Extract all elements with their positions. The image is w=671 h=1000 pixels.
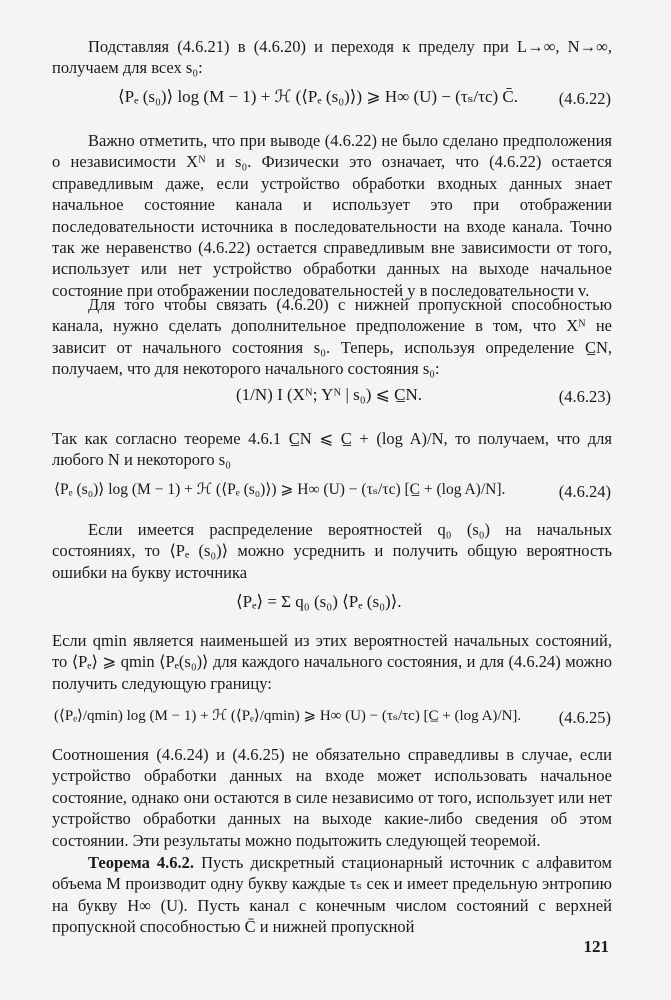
- theorem-4-6-2: [52, 852, 612, 938]
- equation-4-6-23: (1/N) I (Xᴺ; Yᴺ | s₀) ⩽ C̲N.: [236, 385, 422, 404]
- paragraph-2: Важно отметить, что при выводе (4.6.22) не было сделано предположения о независимости Xᴺ и s₀. Физически это означает, что (4.6.22) остается справедливым даже, если устройство обработки входных данных знает начальное состояние канала и использует это при отображении последовательности источника в последовательности на входе канала. Точно так же неравенство (4.6.22) остается справедливым вне зависимости от того, использует или нет устройство обработки данных на выходе начальное состояние при отображении последовательностей y в последовательности v.: [52, 131, 612, 300]
- paragraph-1: Подставляя (4.6.21) в (4.6.20) и переходя к пределу при L→∞, N→∞, получаем для всех s₀:: [52, 37, 612, 78]
- page-number: 121: [583, 937, 609, 956]
- paragraph-3: Для того чтобы связать (4.6.20) с нижней пропускной способностью канала, нужно сделать дополнительное предположение в том, что Xᴺ не зависит от начального состояния s₀. Теперь, используя определение C̲N, получаем, что для некоторого начального состояния s₀:: [52, 295, 612, 379]
- equation-4-6-24: ⟨Pₑ (s₀)⟩ log (M − 1) + ℋ (⟨Pₑ (s₀)⟩) ⩾ H∞ (U) − (τₛ/τc) [C̲ + (log A)/N].: [54, 481, 506, 498]
- paragraph-6: Если qmin является наименьшей из этих вероятностей начальных состояний, то ⟨Pₑ⟩ ⩾ qmin ⟨Pₑ(s₀)⟩ для каждого начального состояния, и для (4.6.24) можно получить следующую границу:: [52, 631, 612, 693]
- paragraph-7: Соотношения (4.6.24) и (4.6.25) не обязательно справедливы в случае, если устройство обработки данных на входе может использовать начальное состояние, однако они остаются в силе независимо от того, использует или нет устройство обработки данных на выходе какие-либо сведения об этом состоянии. Эти результаты можно подытожить следующей теоремой.: [52, 745, 612, 850]
- equation-4-6-25: (⟨Pₑ⟩/qmin) log (M − 1) + ℋ (⟨Pₑ⟩/qmin) ⩾ H∞ (U) − (τₛ/τc) [C̲ + (log A)/N].: [54, 708, 522, 724]
- equation-average-error: ⟨Pₑ⟩ = Σ q₀ (s₀) ⟨Pₑ (s₀)⟩.: [236, 592, 402, 611]
- theorem-label: Теорема 4.6.2.: [88, 853, 195, 872]
- equation-4-6-22: ⟨Pₑ (s₀)⟩ log (M − 1) + ℋ (⟨Pₑ (s₀)⟩) ⩾ H∞ (U) − (τₛ/τc) C̄.: [118, 87, 518, 106]
- equation-number-4-6-22: (4.6.22): [558, 89, 611, 108]
- theorem-text: Пусть дискретный стационарный источник с алфавитом объема M производит одну букву каждые τₛ сек и имеет предельную энтропию на букву H∞ (U). Пусть канал с конечным числом состояний с верхней пропускной способностью C̄ и нижней пропускной: [52, 853, 612, 937]
- paragraph-4: Так как согласно теореме 4.6.1 C̲N ⩽ C̲ + (log A)/N, то получаем, что для любого N и некоторого s₀: [52, 429, 612, 470]
- paragraph-5: Если имеется распределение вероятностей q₀ (s₀) на начальных состояниях, то ⟨Pₑ (s₀)⟩ можно усреднить и получить общую вероятность ошибки на букву источника: [52, 520, 612, 582]
- equation-number-4-6-23: (4.6.23): [558, 387, 611, 406]
- equation-number-4-6-24: (4.6.24): [558, 482, 611, 501]
- equation-number-4-6-25: (4.6.25): [558, 708, 611, 727]
